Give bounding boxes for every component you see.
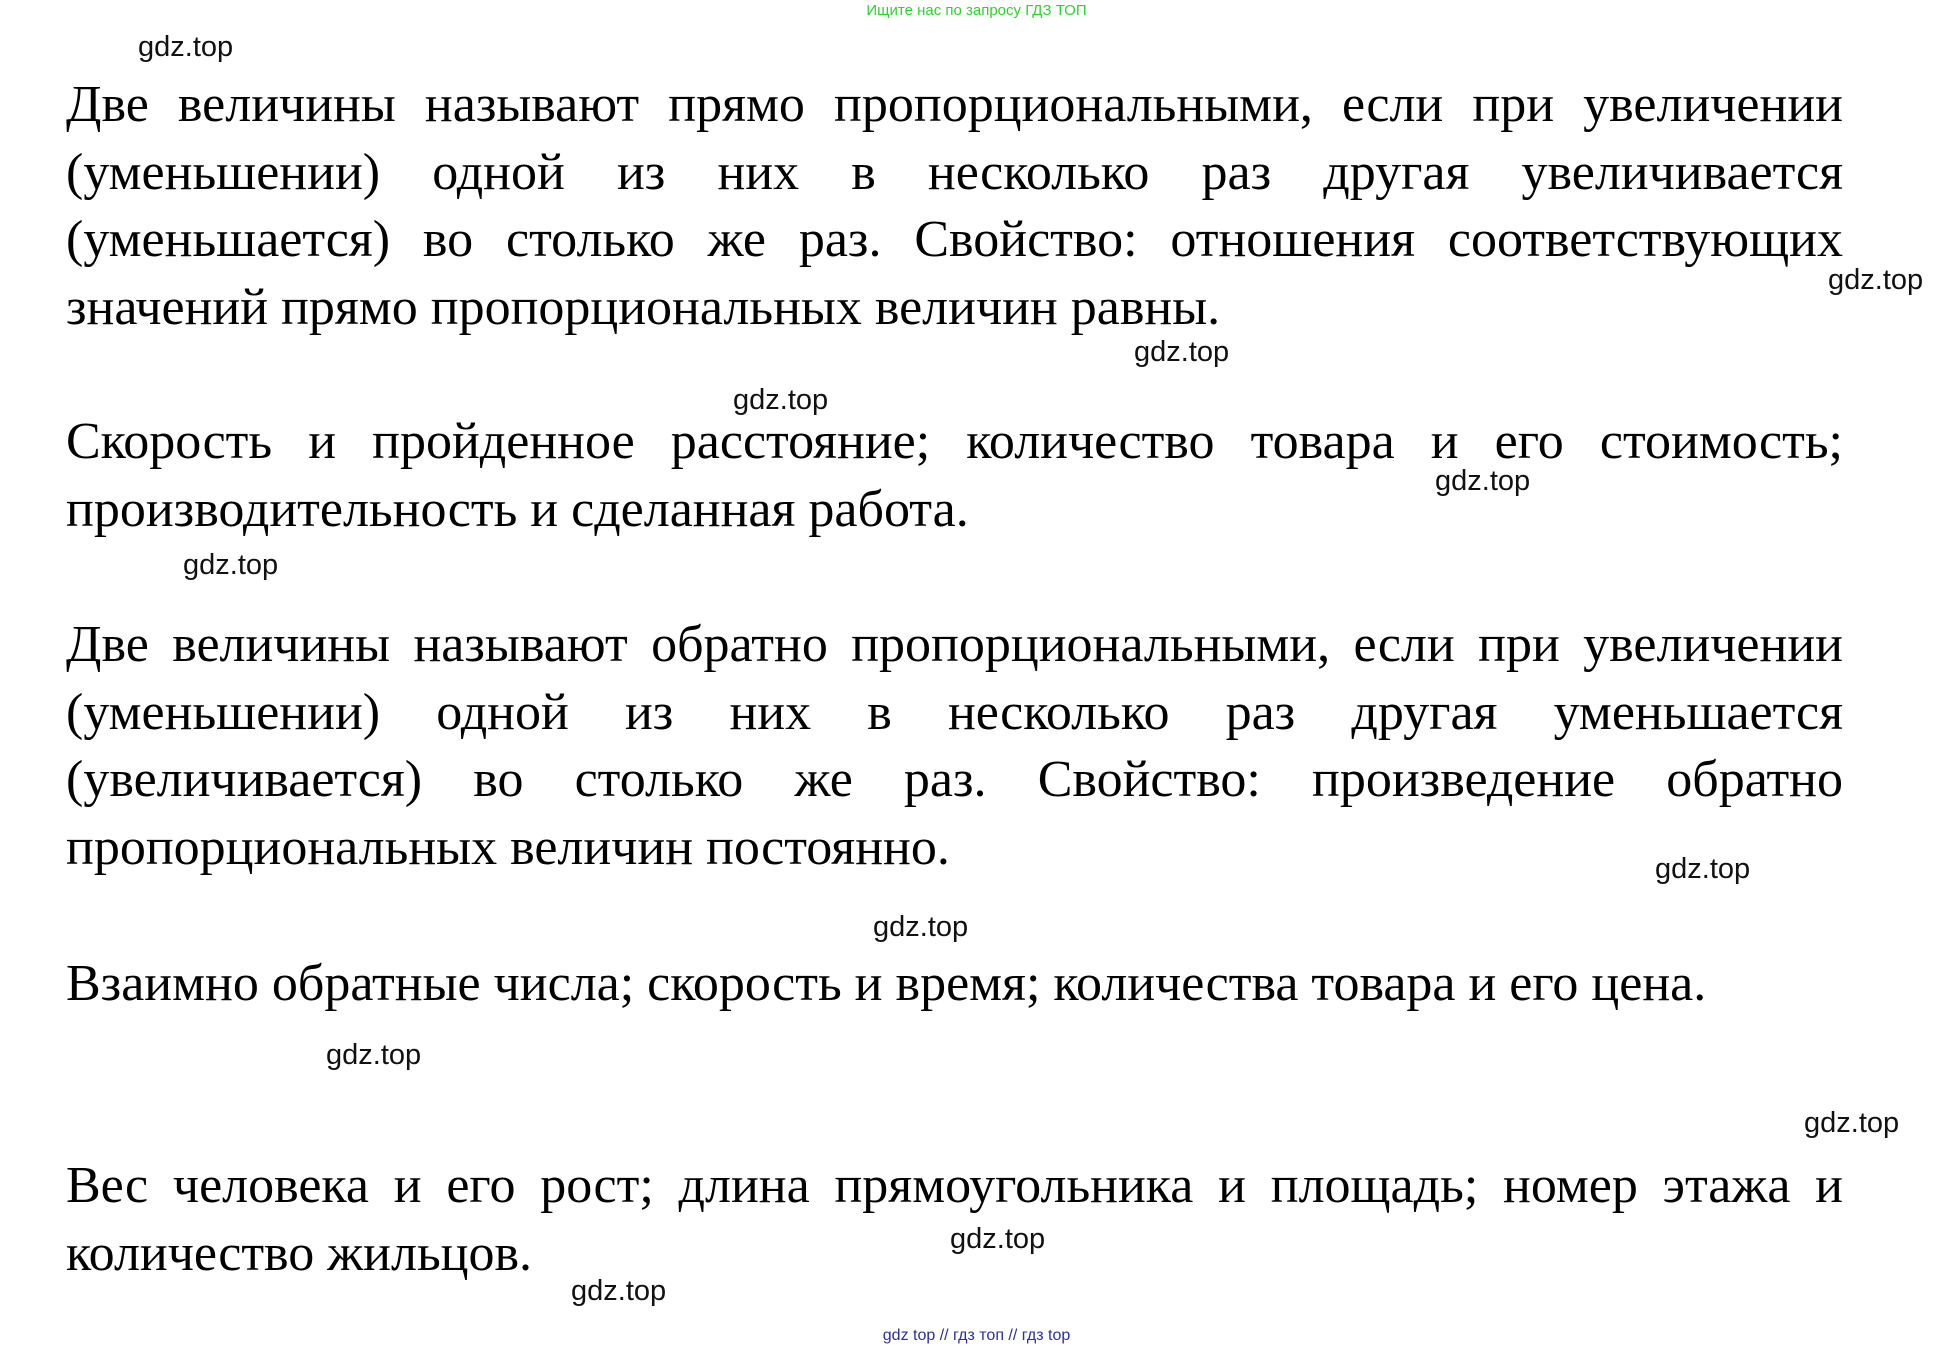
paragraph-non-proportional-examples: Вес человека и его рост; длина прямоугольника и площадь; номер этажа и количество жильцов.	[66, 1157, 1843, 1282]
watermark: gdz.top	[1804, 1107, 1900, 1139]
watermark: gdz.top	[326, 1039, 422, 1071]
paragraph-inverse-proportion-definition: Две величины называют обратно пропорциональными, если при увеличении (уменьшении) одной из них в несколько раз другая уменьшается (увеличивается) во столько же раз. Свойство: произведение обратно пропорциональных величин постоянно.	[66, 616, 1843, 876]
watermark: gdz.top	[571, 1275, 667, 1307]
watermark: gdz.top	[733, 384, 829, 416]
paragraph-direct-proportion-examples: Скорость и пройденное расстояние; количество товара и его стоимость; производительность и сделанная работа.	[66, 413, 1843, 538]
watermark: gdz.top	[950, 1223, 1046, 1255]
watermark: gdz.top	[1655, 853, 1751, 885]
bottom-banner: gdz top // гдз топ // гдз top	[882, 1327, 1071, 1344]
watermark: gdz.top	[183, 549, 279, 581]
watermark: gdz.top	[1134, 336, 1230, 368]
watermark: gdz.top	[1435, 465, 1531, 497]
top-banner: Ищите нас по запросу ГДЗ ТОП	[866, 2, 1087, 19]
watermark: gdz.top	[873, 911, 969, 943]
paragraph-inverse-proportion-examples: Взаимно обратные числа; скорость и время; количества товара и его цена.	[66, 955, 1707, 1012]
watermark: gdz.top	[138, 31, 234, 63]
paragraph-direct-proportion-definition: Две величины называют прямо пропорциональными, если при увеличении (уменьшении) одной из них в несколько раз другая увеличивается (уменьшается) во столько же раз. Свойство: отношения соответствующих значений прямо пропорциональных величин равны.	[66, 76, 1843, 336]
watermark: gdz.top	[1828, 264, 1924, 296]
